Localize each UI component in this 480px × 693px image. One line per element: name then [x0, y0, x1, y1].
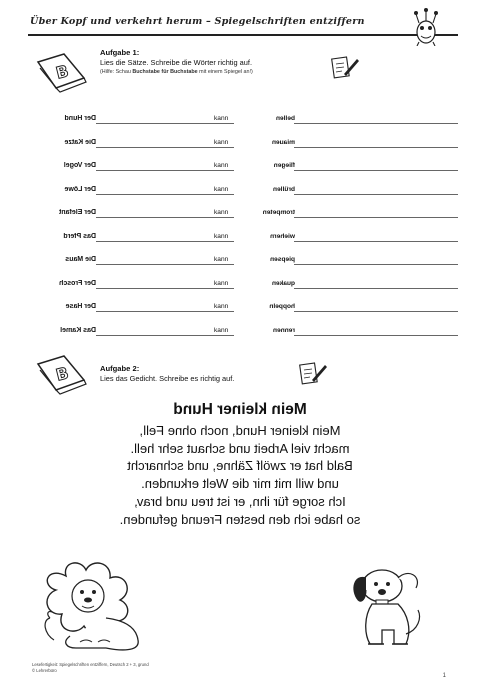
- exercise-row: [38, 114, 458, 138]
- exercise-row: [38, 138, 458, 162]
- mirrored-verb: bellen: [275, 115, 295, 122]
- page-title: Über Kopf und verkehrt herum – Spiegelschriften entziffern: [30, 16, 365, 27]
- page-number: 1: [442, 673, 446, 679]
- exercise-row: [38, 161, 458, 185]
- exercise-row: [38, 255, 458, 279]
- task-1: [34, 48, 454, 104]
- dog-drawing: [342, 560, 434, 656]
- mirrored-poem: [50, 400, 430, 528]
- svg-text:B: B: [53, 363, 71, 385]
- verb-kann: kann: [214, 162, 229, 169]
- task-1-title: Aufgabe 1:: [100, 48, 140, 57]
- mirrored-verb: hoppeln: [269, 303, 295, 310]
- poem-line: Ich sorge für ihn, er ist treu und brav,: [134, 493, 346, 509]
- answer-blank-right[interactable]: [294, 170, 458, 171]
- mirrored-subject: Die Katze: [64, 138, 96, 146]
- verb-kann: kann: [214, 138, 229, 146]
- mirrored-verb: trompeten: [262, 209, 295, 216]
- verb-kann: kann: [214, 115, 229, 122]
- exercise-row: [38, 302, 458, 326]
- poem-line: Mein kleiner Hund, noch ohne Fell,: [139, 423, 341, 438]
- task-1-hint: (Hilfe: Schau Buchstabe für Buchstabe mit einem Spiegel an!): [100, 69, 253, 75]
- task-1-text: Lies die Sätze. Schreibe die Wörter richtig auf.: [100, 58, 252, 67]
- mirrored-subject: Der Hund: [64, 115, 96, 122]
- mirrored-subject: Der Löwe: [64, 185, 96, 193]
- pen-paper-icon: [330, 54, 360, 80]
- mirrored-verb: miauen: [271, 138, 295, 146]
- mirrored-subject: Das Kamel: [60, 326, 96, 334]
- mirrored-subject: Der Elefant: [59, 209, 96, 216]
- task-2-title: Aufgabe 2:: [100, 364, 140, 373]
- mirrored-subject: Die Maus: [65, 256, 96, 263]
- verb-kann: kann: [214, 185, 229, 193]
- mirrored-subject: Der Vogel: [63, 162, 96, 169]
- mirrored-verb: quaken: [271, 279, 295, 287]
- exercise-row: [38, 326, 458, 350]
- exercise-row: [38, 185, 458, 209]
- poem-line: und will mit mir die Welt erkunden.: [141, 476, 339, 492]
- pen-paper-icon: [298, 360, 328, 386]
- answer-blank-right[interactable]: [294, 311, 458, 312]
- answer-blank-right[interactable]: [294, 147, 458, 148]
- mirrored-verb: brüllen: [273, 185, 295, 193]
- answer-blank-right[interactable]: [294, 217, 458, 218]
- answer-blank-right[interactable]: [294, 264, 458, 265]
- poem-title: Mein kleiner Hund: [173, 401, 307, 418]
- exercise-row: [38, 208, 458, 232]
- task-2-text: Lies das Gedicht. Schreibe es richtig auf.: [100, 374, 235, 383]
- verb-kann: kann: [214, 209, 229, 216]
- exercise-row: [38, 232, 458, 256]
- task-2-instructions: [100, 364, 400, 384]
- mirrored-verb: wiehern: [270, 232, 295, 240]
- answer-blank-right[interactable]: [294, 123, 458, 124]
- answer-blank-right[interactable]: [294, 194, 458, 195]
- mirrored-verb: rennen: [273, 326, 295, 334]
- verb-kann: kann: [214, 232, 229, 240]
- mirrored-subject: Der Frosch: [59, 279, 96, 287]
- poem-line: macht viel Arbeit und schaut sehr hell.: [130, 440, 350, 456]
- exercise-rows: [38, 114, 458, 349]
- mirrored-verb: piepsen: [270, 256, 295, 263]
- task-2: [34, 350, 454, 396]
- exercise-row: [38, 279, 458, 303]
- poem-line: Bald hat er zwölf Zähne, und schnarcht: [127, 458, 353, 474]
- mirrored-verb: fliegen: [273, 162, 295, 169]
- verb-kann: kann: [214, 279, 229, 287]
- lion-drawing: [36, 556, 152, 656]
- answer-blank-right[interactable]: [294, 241, 458, 242]
- header-divider: [28, 34, 458, 36]
- svg-text:B: B: [53, 61, 71, 83]
- answer-blank-right[interactable]: [294, 288, 458, 289]
- mirrored-subject: Das Pferd: [63, 232, 96, 240]
- verb-kann: kann: [214, 326, 229, 334]
- poem-line: so habe ich den besten Freund gefunden.: [119, 511, 361, 527]
- book-letter-b-icon: [34, 48, 88, 94]
- footer: [32, 662, 332, 674]
- book-letter-b-icon: [34, 350, 88, 396]
- mirrored-subject: Der Hase: [65, 303, 96, 310]
- footer-copyright: © Lehrerbüro: [32, 668, 57, 673]
- answer-blank-right[interactable]: [294, 335, 458, 336]
- verb-kann: kann: [214, 303, 229, 310]
- monster-figure-icon: [406, 6, 446, 46]
- footer-source: Lesefertigkeit: Spiegelschriften entziffern, Deutsch 2 + 3, grund: [32, 662, 149, 667]
- verb-kann: kann: [214, 256, 229, 263]
